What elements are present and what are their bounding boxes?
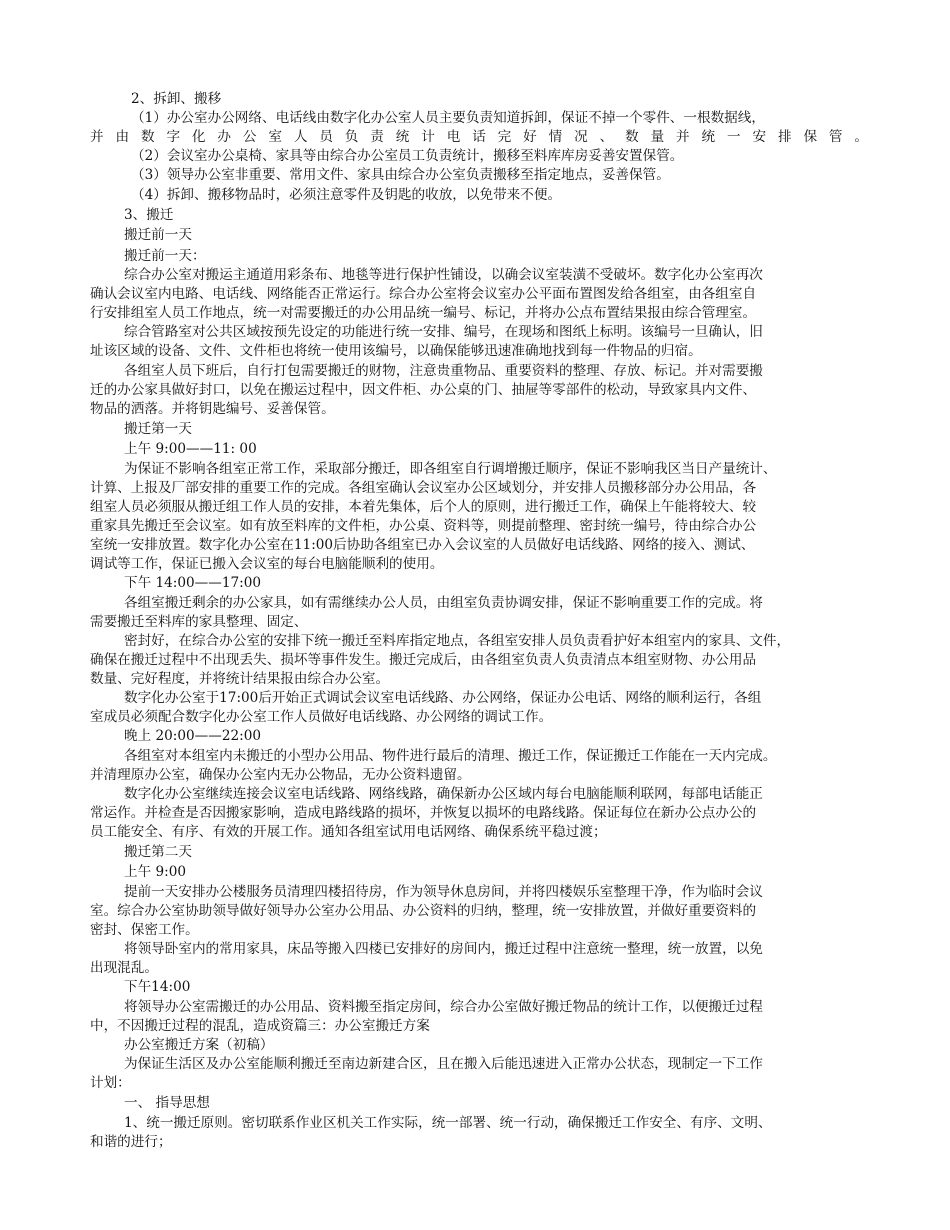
text-line: 并清理原办公室，确保办公室内无办公物品，无办公资料遗留。 [90, 767, 471, 783]
document-title: 办公室搬迁方案（初稿） [124, 1037, 274, 1053]
text-line: 确认会议室内电路、电话线、网络能否正常运行。综合办公室将会议室办公平面布置图发给各组室，由各组室自 [90, 286, 757, 302]
subheading: 搬迁第二天 [124, 844, 192, 860]
text-line: 密封好，在综合办公室的安排下统一搬迁至料库指定地点，各组室安排人员负责看护好本组室内的家具、文件， [124, 633, 791, 649]
text-line: 常运作。并检查是否因搬家影响，造成电路线路的损坏，并恢复以损坏的电路线路。保证每位在新办公点办公的 [90, 805, 757, 821]
text-line: 将领导办公室需搬迁的办公用品、资料搬至指定房间，综合办公室做好搬迁物品的统计工作，以便搬迁过程 [124, 999, 763, 1015]
time-heading: 上午 9:00 [124, 864, 187, 880]
text-line: 综合管路室对公共区域按预先设定的功能进行统一安排、编号，在现场和图纸上标明。该编号一旦确认，旧 [124, 324, 763, 340]
text-line: 密封、保密工作。 [90, 922, 199, 938]
text-line: 计算、上报及厂部安排的重要工作的完成。各组室确认会议室办公区域划分，并安排人员搬移部分办公用品，各 [90, 480, 757, 496]
text-line: 组室人员必须服从搬迁组工作人员的安排，本着先集体，后个人的原则，进行搬迁工作，确保上午能将较大、较 [90, 499, 757, 515]
text-line: 2、拆卸、搬移 [131, 91, 222, 107]
text-line: 数量、完好程度，并将统计结果报由综合办公室。 [90, 671, 390, 687]
text-line: 室。综合办公室协助领导做好领导办公室办公用品、办公资料的归纳，整理，统一安排放置，并做好重要资料的 [90, 903, 757, 919]
text-line: 1、统一搬迁原则。密切联系作业区机关工作实际，统一部署、统一行动，确保搬迁工作安全、有序、文明、 [124, 1115, 772, 1131]
text-line: 并由数字化办公室人员负责统计电话完好情况、数量并统一安排保管。 [90, 129, 868, 145]
text-line: 中，不因搬迁过程的混乱，造成资篇三：办公室搬迁方案 [90, 1018, 430, 1034]
time-heading: 晚上 20:00——22:00 [124, 728, 262, 744]
text-line: 需要搬迁至料库的家具整理、固定、 [90, 614, 308, 630]
text-line: 各组室搬迁剩余的办公家具，如有需继续办公人员，由组室负责协调安排，保证不影响重要工作的完成。将 [124, 595, 763, 611]
text-line: 将领导卧室内的常用家具，床品等搬入四楼已安排好的房间内，搬迁过程中注意统一整理，统一放置，以免 [124, 941, 763, 957]
text-line: 为保证不影响各组室正常工作，采取部分搬迁，即各组室自行调增搬迁顺序，保证不影响我区当日产量统计、 [124, 461, 777, 477]
text-line: 行安排组室人员工作地点，统一对需要搬迁的办公用品统一编号、标记，并将办公点布置结果报由综合管理室。 [90, 305, 757, 321]
text-line: 为保证生活区及办公室能顺利搬迁至南边新建合区，且在搬入后能迅速进入正常办公状态，现制定一下工作 [124, 1056, 763, 1072]
time-heading: 下午14:00 [124, 979, 191, 995]
text-line: 址该区域的设备、文件、文件柜也将统一使用该编号，以确保能够迅速准确地找到每一件物品的归宿。 [90, 343, 702, 359]
subheading: 搬迁前一天： [124, 248, 206, 264]
text-line: 出现混乱。 [90, 960, 158, 976]
text-line: 物品的洒落。并将钥匙编号、妥善保管。 [90, 401, 335, 417]
text-line: 各组室对本组室内未搬迁的小型办公用品、物件进行最后的清理、搬迁工作，保证搬迁工作能在一天内完成。 [124, 748, 777, 764]
text-line: （3）领导办公室非重要、常用文件、家具由综合办公室负责搬移至指定地点，妥善保管。 [131, 167, 670, 183]
text-line: 重家具先搬迁至会议室。如有放至料库的文件柜，办公桌、资料等，则提前整理、密封统一编号，待由综合办公 [90, 518, 757, 534]
subheading: 搬迁第一天 [124, 421, 192, 437]
text-line: 确保在搬迁过程中不出现丢失、损坏等事件发生。搬迁完成后，由各组室负责人负责清点本组室财物、办公用品 [90, 652, 757, 668]
section-heading: 3、搬迁 [124, 207, 174, 223]
subheading: 搬迁前一天 [124, 227, 192, 243]
text-line: （1）办公室办公网络、电话线由数字化办公室人员主要负责知道拆卸，保证不掉一个零件、一根数据线， [131, 110, 765, 126]
text-line: 数字化办公室继续连接会议室电话线路、网络线路，确保新办公区域内每台电脑能顺利联网，每部电话能正 [124, 786, 763, 802]
text-line: 各组室人员下班后，自行打包需要搬迁的财物，注意贵重物品、重要资料的整理、存放、标记。并对需要搬 [124, 363, 763, 379]
time-heading: 上午 9:00——11: 00 [124, 441, 257, 457]
text-line: 室统一安排放置。数字化办公室在11:00后协助各组室已办入会议室的人员做好电话线路、网络的接入、测试、 [90, 537, 755, 553]
text-line: （2）会议室办公桌椅、家具等由综合办公室员工负责统计，搬移至料库库房妥善安置保管。 [131, 148, 684, 164]
text-line: （4）拆卸、搬移物品时，必须注意零件及钥匙的收放，以免带来不便。 [131, 187, 562, 203]
text-line: 数字化办公室于17:00后开始正式调试会议室电话线路、办公网络，保证办公电话、网络的顺利运行，各组 [124, 690, 762, 706]
text-line: 员工能安全、有序、有效的开展工作。通知各组室试用电话网络、确保系统平稳过渡； [90, 824, 607, 840]
text-line: 室成员必须配合数字化办公室工作人员做好电话线路、办公网络的调试工作。 [90, 709, 553, 725]
text-line: 计划： [90, 1075, 131, 1091]
text-line: 迁的办公家具做好封口，以免在搬运过程中，因文件柜、办公桌的门、抽屉等零部件的松动，导致家具内文件、 [90, 382, 757, 398]
text-line: 和谐的进行； [90, 1134, 172, 1150]
text-line: 调试等工作，保证已搬入会议室的每台电脑能顺利的使用。 [90, 556, 444, 572]
text-line: 提前一天安排办公楼服务员清理四楼招待房，作为领导休息房间，并将四楼娱乐室整理干净，作为临时会议 [124, 884, 763, 900]
text-line: 综合办公室对搬运主通道用彩条布、地毯等进行保护性铺设，以确会议室装潢不受破坏。数字化办公室再次 [124, 267, 763, 283]
section-heading: 一、 指导思想 [124, 1095, 210, 1111]
time-heading: 下午 14:00——17:00 [124, 575, 262, 591]
